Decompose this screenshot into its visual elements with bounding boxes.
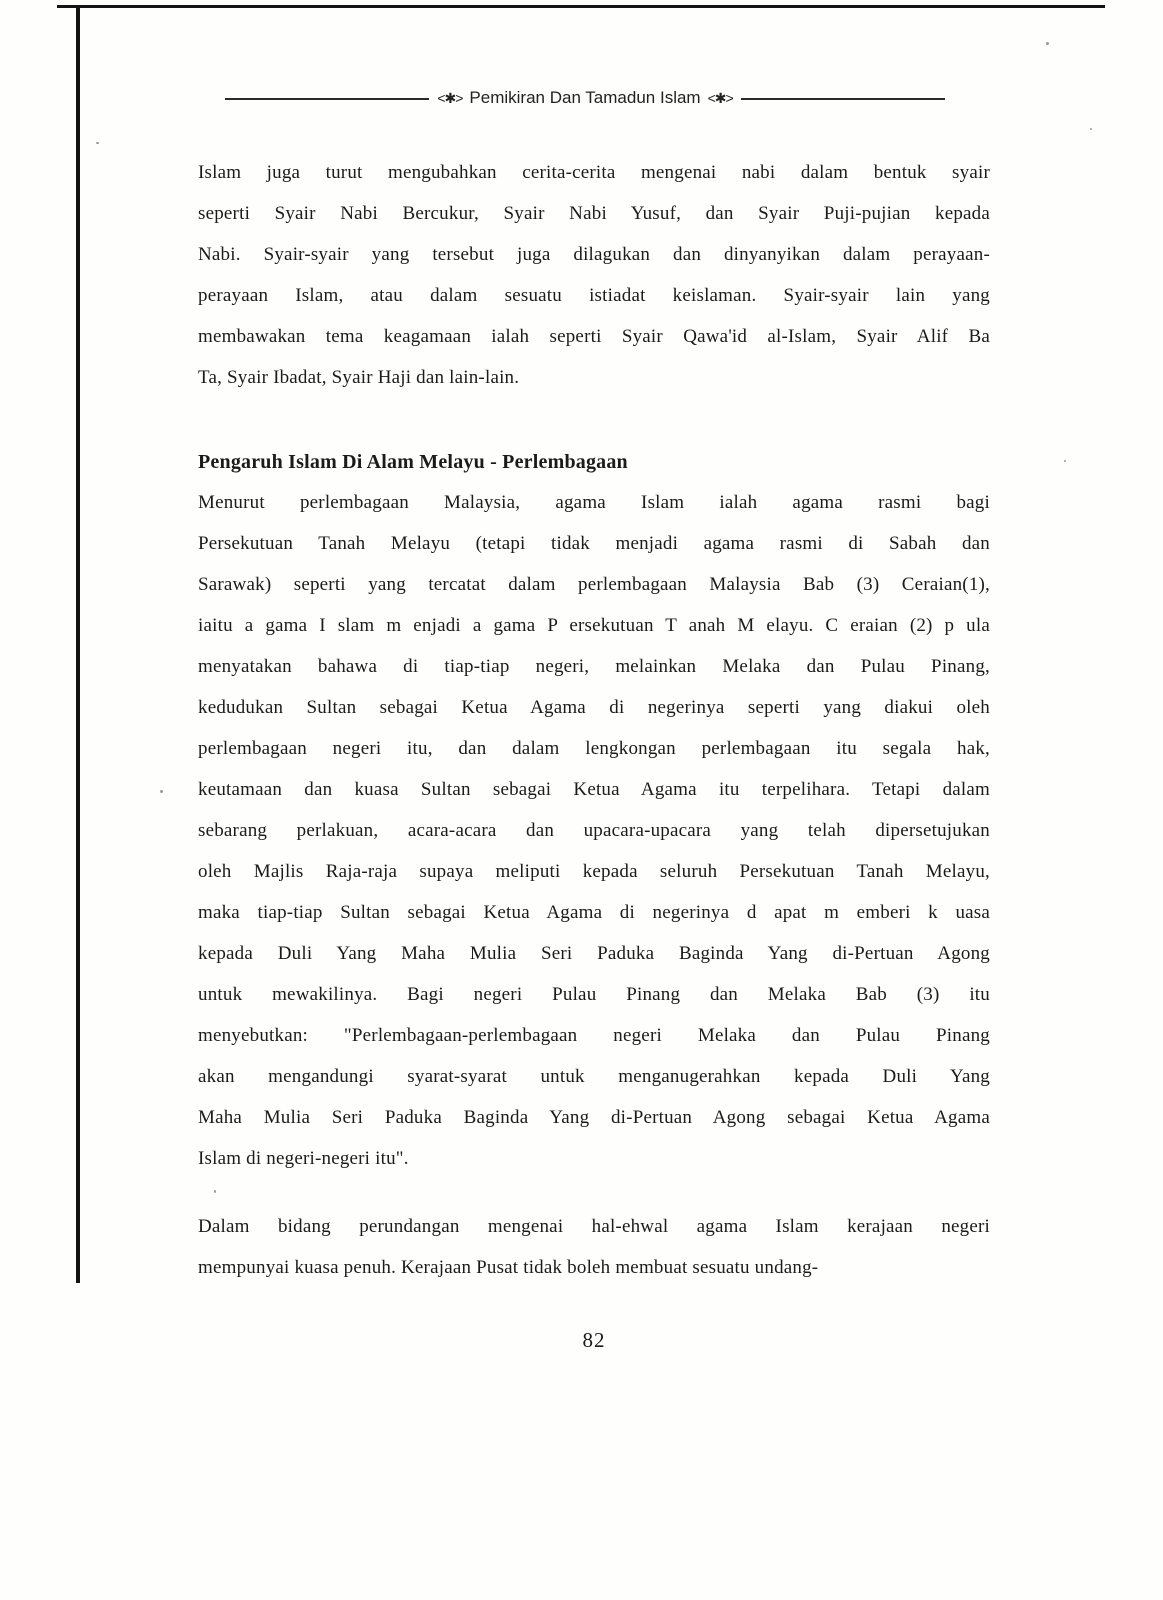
text-line: Ta, Syair Ibadat, Syair Haji dan lain-lain. bbox=[198, 367, 520, 388]
header-rule-left bbox=[225, 98, 429, 100]
text-line: keutamaan dan kuasa Sultan sebagai Ketua Agama itu terpelihara. Tetapi dalam bbox=[198, 779, 990, 800]
running-header bbox=[225, 88, 945, 108]
header-rule-right bbox=[741, 98, 945, 100]
header-title-wrap bbox=[429, 88, 740, 108]
text-line: seperti Syair Nabi Bercukur, Syair Nabi Yusuf, dan Syair Puji-pujian kepada bbox=[198, 203, 990, 224]
text-line: Persekutuan Tanah Melayu (tetapi tidak menjadi agama rasmi di Sabah dan bbox=[198, 533, 990, 554]
scan-speckle bbox=[160, 790, 163, 793]
text-line: mempunyai kuasa penuh. Kerajaan Pusat tidak boleh membuat sesuatu undang- bbox=[198, 1257, 819, 1278]
text-line: kedudukan Sultan sebagai Ketua Agama di negerinya seperti yang diakui oleh bbox=[198, 697, 990, 718]
scan-speckle bbox=[1090, 128, 1092, 130]
text-line: menyebutkan: "Perlembagaan-perlembagaan negeri Melaka dan Pulau Pinang bbox=[198, 1025, 990, 1046]
text-line: untuk mewakilinya. Bagi negeri Pulau Pinang dan Melaka Bab (3) itu bbox=[198, 984, 990, 1005]
scan-speckle bbox=[214, 1190, 216, 1193]
text-line: perlembagaan negeri itu, dan dalam lengkongan perlembagaan itu segala hak, bbox=[198, 738, 990, 759]
text-line: kepada Duli Yang Maha Mulia Seri Paduka Baginda Yang di-Pertuan Agong bbox=[198, 943, 990, 964]
text-line: menyatakan bahawa di tiap-tiap negeri, melainkan Melaka dan Pulau Pinang, bbox=[198, 656, 990, 677]
text-line: iaitu a gama I slam m enjadi a gama P ersekutuan T anah M elayu. C eraian (2) p ula bbox=[198, 615, 990, 636]
text-line: Sarawak) seperti yang tercatat dalam perlembagaan Malaysia Bab (3) Ceraian(1), bbox=[198, 574, 990, 595]
running-header-title: Pemikiran Dan Tamadun Islam bbox=[469, 88, 701, 107]
paragraph-syair bbox=[198, 152, 990, 398]
scan-border-left bbox=[76, 5, 80, 1283]
scan-speckle bbox=[1064, 460, 1066, 462]
text-line: Maha Mulia Seri Paduka Baginda Yang di-Pertuan Agong sebagai Ketua Agama bbox=[198, 1107, 990, 1128]
paragraph-perlembagaan bbox=[198, 482, 990, 1179]
text-line: akan mengandungi syarat-syarat untuk menganugerahkan kepada Duli Yang bbox=[198, 1066, 990, 1087]
text-line: oleh Majlis Raja-raja supaya meliputi kepada seluruh Persekutuan Tanah Melayu, bbox=[198, 861, 990, 882]
scan-border-top bbox=[57, 5, 1105, 8]
text-line: Dalam bidang perundangan mengenai hal-ehwal agama Islam kerajaan negeri bbox=[198, 1216, 990, 1237]
paragraph-perundangan bbox=[198, 1206, 990, 1288]
text-line: perayaan Islam, atau dalam sesuatu istiadat keislaman. Syair-syair lain yang bbox=[198, 285, 990, 306]
scan-speckle bbox=[1046, 42, 1049, 45]
text-line: sebarang perlakuan, acara-acara dan upacara-upacara yang telah dipersetujukan bbox=[198, 820, 990, 841]
text-line: maka tiap-tiap Sultan sebagai Ketua Agama di negerinya d apat m emberi k uasa bbox=[198, 902, 990, 923]
header-ornament-left-icon: <✱> bbox=[437, 90, 463, 106]
scan-speckle bbox=[96, 142, 99, 144]
text-line: Menurut perlembagaan Malaysia, agama Islam ialah agama rasmi bagi bbox=[198, 492, 990, 513]
text-line: Islam juga turut mengubahkan cerita-cerita mengenai nabi dalam bentuk syair bbox=[198, 162, 990, 183]
page-number: 82 bbox=[582, 1328, 606, 1352]
section-heading: Pengaruh Islam Di Alam Melayu - Perlembagaan bbox=[198, 451, 628, 473]
text-line: membawakan tema keagamaan ialah seperti Syair Qawa'id al-Islam, Syair Alif Ba bbox=[198, 326, 990, 347]
header-ornament-right-icon: <✱> bbox=[707, 90, 733, 106]
text-line: Nabi. Syair-syair yang tersebut juga dilagukan dan dinyanyikan dalam perayaan- bbox=[198, 244, 990, 265]
text-line: Islam di negeri-negeri itu". bbox=[198, 1148, 409, 1169]
